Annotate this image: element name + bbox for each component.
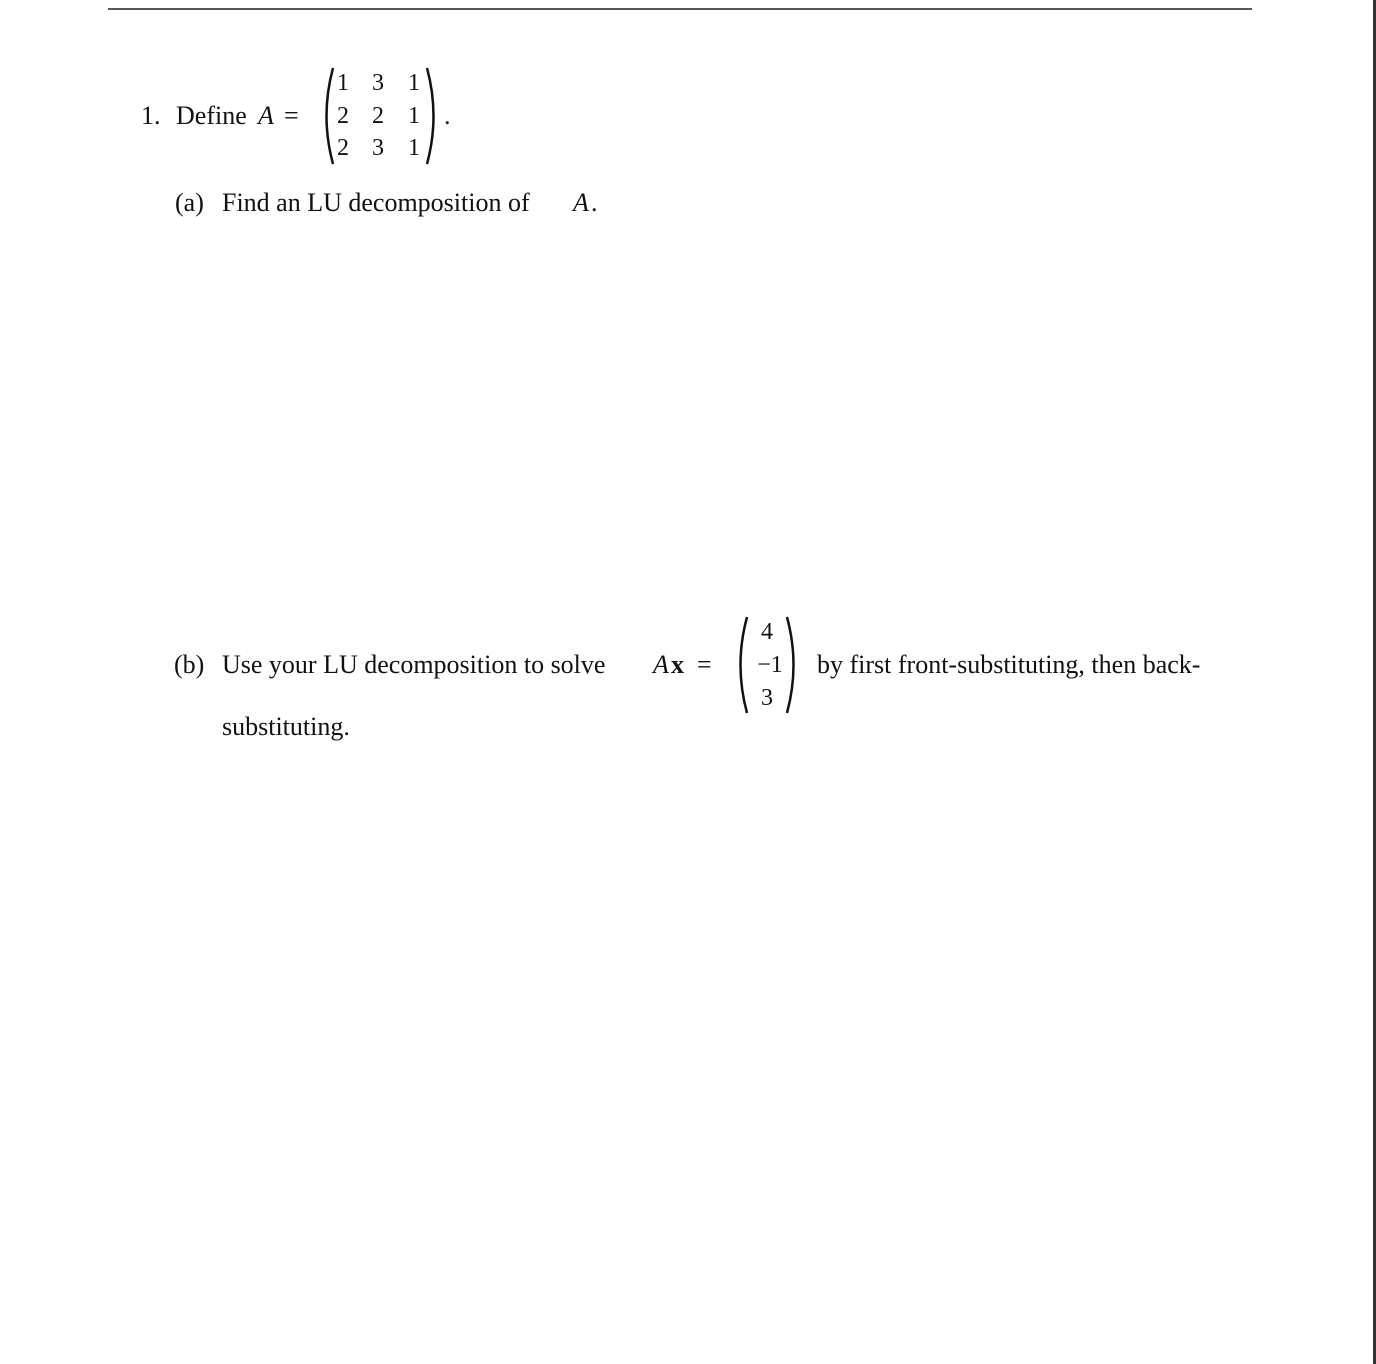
left-paren-icon [732,615,752,715]
part-b-text-after: by first front-substituting, then back- [817,650,1201,679]
vector-cell: −1 [757,652,783,678]
period: . [591,188,598,217]
matrix-cell: 2 [372,103,384,129]
right-paren-icon [782,615,802,715]
vector-cell: 3 [761,685,773,711]
var-x: x [671,650,684,679]
part-b-continuation: substituting. [222,712,350,741]
matrix-cell: 1 [408,70,420,96]
part-a-label: (a) [175,188,204,217]
right-paren-icon [422,66,442,166]
matrix-cell: 2 [337,103,349,129]
period: . [444,101,451,130]
matrix-cell: 1 [408,135,420,161]
var-A: A [573,188,589,217]
matrix-cell: 3 [372,70,384,96]
matrix-cell: 2 [337,135,349,161]
var-A: A [653,650,669,679]
matrix-cell: 3 [372,135,384,161]
var-A: A [258,101,274,130]
matrix-cell: 1 [337,70,349,96]
define-text: Define [176,101,247,130]
top-rule [108,8,1252,10]
part-a-text: Find an LU decomposition of [222,188,530,217]
vector-cell: 4 [761,619,773,645]
equals-sign: = [697,650,712,679]
matrix-cell: 1 [408,103,420,129]
problem-number: 1. [141,101,161,130]
part-b-label: (b) [174,650,205,679]
equals-sign: = [284,101,299,130]
part-b-text: Use your LU decomposition to solve [222,650,606,679]
